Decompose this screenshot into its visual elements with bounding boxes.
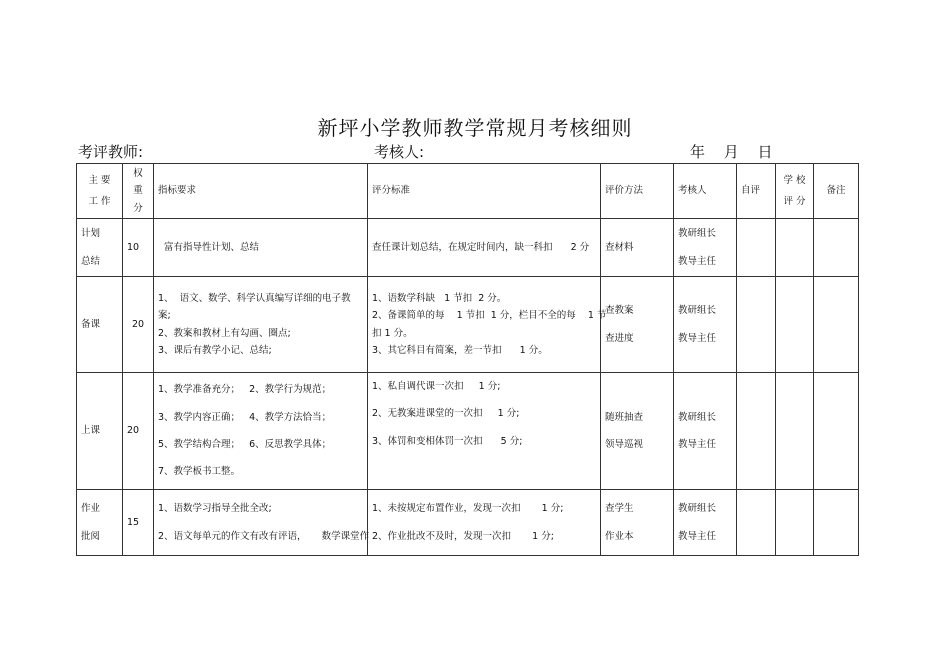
header-self: 自评 — [737, 164, 776, 219]
cell-weight: 10 — [123, 219, 154, 277]
header-method: 评价方法 — [601, 164, 674, 219]
cell-line: 3、课后有教学小记、总结; — [158, 344, 272, 356]
cell-line: 案; — [158, 310, 171, 322]
cell-line: 查进度 — [605, 332, 634, 344]
cell-self — [737, 373, 776, 490]
cell-checker — [674, 373, 737, 490]
cell-line: 批阅 — [81, 530, 101, 542]
cell-line: 扣 1 分。 — [372, 327, 413, 339]
cell-work: 备课 — [77, 277, 123, 373]
table-row — [77, 373, 859, 490]
cell-requirements — [154, 277, 368, 373]
cell-self — [737, 277, 776, 373]
cell-work — [77, 219, 123, 277]
cell-note — [814, 490, 859, 556]
cell-line: 5、教学结构合理； 6、反思教学具体； — [158, 439, 332, 450]
cell-line: 教研组长 — [678, 305, 717, 317]
header-checker: 考核人 — [674, 164, 737, 219]
cell-scoring — [368, 219, 601, 277]
header-weight — [123, 164, 154, 219]
cell-line: 1、语数学科缺 1 节扣 2 分。 — [372, 292, 507, 304]
cell-method — [601, 277, 674, 373]
header-work-line: 主 要 — [88, 174, 111, 186]
cell-note — [814, 277, 859, 373]
cell-method — [601, 373, 674, 490]
cell-line: 查任课计划总结，在规定时间内，缺一科扣 2 分 — [372, 241, 590, 253]
header-school-line: 学 校 — [783, 174, 806, 186]
cell-line: 教研组长 — [678, 503, 717, 515]
cell-checker — [674, 277, 737, 373]
cell-line: 7、教学板书工整。 — [158, 466, 241, 478]
cell-requirements — [154, 373, 368, 490]
table-row — [77, 277, 859, 373]
cell-weight: 20 — [123, 373, 154, 490]
cell-line: 计划 — [81, 228, 101, 240]
cell-line: 1、私自调代课一次扣 1 分; — [372, 381, 501, 392]
header-weight-line: 分 — [133, 202, 143, 214]
cell-line: 教导主任 — [678, 255, 717, 267]
cell-line: 1、语数学习指导全批全改; — [158, 503, 272, 515]
cell-work — [77, 490, 123, 556]
cell-requirements — [154, 490, 368, 556]
cell-line: 总结 — [81, 255, 101, 267]
header-weight-line: 权 — [133, 167, 143, 179]
cell-line: 1、未按规定布置作业，发现一次扣 1 分; — [372, 503, 564, 515]
assessment-table — [76, 163, 859, 556]
table-row — [77, 490, 859, 556]
cell-line: 教导主任 — [678, 332, 717, 344]
cell-weight: 15 — [123, 490, 154, 556]
header-work-line: 工 作 — [88, 196, 111, 207]
cell-checker — [674, 219, 737, 277]
cell-line: 领导巡视 — [605, 439, 644, 450]
cell-work: 上课 — [77, 373, 123, 490]
cell-method — [601, 219, 674, 277]
header-work — [77, 164, 123, 219]
header-school-line: 评 分 — [783, 196, 806, 207]
cell-line: 查学生 — [605, 503, 634, 515]
cell-line: 教导主任 — [678, 530, 717, 542]
header-requirements: 指标要求 — [154, 164, 368, 219]
cell-line: 2、无教案进课堂的一次扣 1 分; — [372, 408, 520, 420]
cell-line: 随班抽查 — [605, 411, 644, 423]
cell-line: 1、教学准备充分； 2、教学行为规范； — [158, 384, 332, 396]
cell-scoring — [368, 490, 601, 556]
header-school-score — [776, 164, 814, 219]
cell-line: 2、语文每单元的作文有改有评语， 数学课堂作 — [158, 530, 370, 542]
cell-scoring — [368, 373, 601, 490]
cell-line: 3、体罚和变相体罚一次扣 5 分; — [372, 435, 523, 447]
cell-line: 3、其它科目有简案，差一节扣 1 分。 — [372, 344, 548, 356]
cell-line: 2、备课简单的每 1 节扣 1 分，栏目不全的每 1 节 — [372, 310, 607, 322]
table-row — [77, 219, 859, 277]
cell-requirements — [154, 219, 368, 277]
document-title: 新坪小学教师教学常规月考核细则 — [317, 116, 633, 140]
cell-school-score — [776, 277, 814, 373]
table-header-row — [77, 164, 859, 219]
checker-label: 考核人: — [374, 143, 425, 161]
cell-line: 1、 语文、数学、科学认真编写详细的电子教 — [158, 292, 351, 304]
cell-self — [737, 490, 776, 556]
date-label: 年 月 日 — [690, 143, 773, 161]
cell-note — [814, 219, 859, 277]
cell-line: 教导主任 — [678, 439, 717, 450]
cell-school-score — [776, 373, 814, 490]
header-scoring: 评分标准 — [368, 164, 601, 219]
cell-line: 查材料 — [605, 241, 634, 253]
header-note: 备注 — [814, 164, 859, 219]
teacher-label: 考评教师: — [78, 143, 144, 161]
cell-method — [601, 490, 674, 556]
cell-line: 2、作业批改不及时，发现一次扣 1 分; — [372, 530, 554, 542]
cell-line: 作业本 — [605, 530, 634, 542]
cell-scoring — [368, 277, 607, 373]
cell-line: 2、教案和教材上有勾画、圈点; — [158, 327, 291, 339]
cell-line: 3、教学内容正确； 4、教学方法恰当； — [158, 411, 332, 423]
cell-checker — [674, 490, 737, 556]
cell-line: 教研组长 — [678, 228, 717, 240]
header-weight-line: 重 — [133, 185, 143, 197]
cell-line: 查教案 — [605, 305, 634, 317]
cell-note — [814, 373, 859, 490]
cell-line: 作业 — [81, 503, 101, 515]
cell-weight: 20 — [123, 277, 154, 373]
cell-line: 教研组长 — [678, 411, 717, 423]
cell-self — [737, 219, 776, 277]
cell-line: 富有指导性计划、总结 — [164, 241, 260, 253]
cell-school-score — [776, 219, 814, 277]
cell-school-score — [776, 490, 814, 556]
